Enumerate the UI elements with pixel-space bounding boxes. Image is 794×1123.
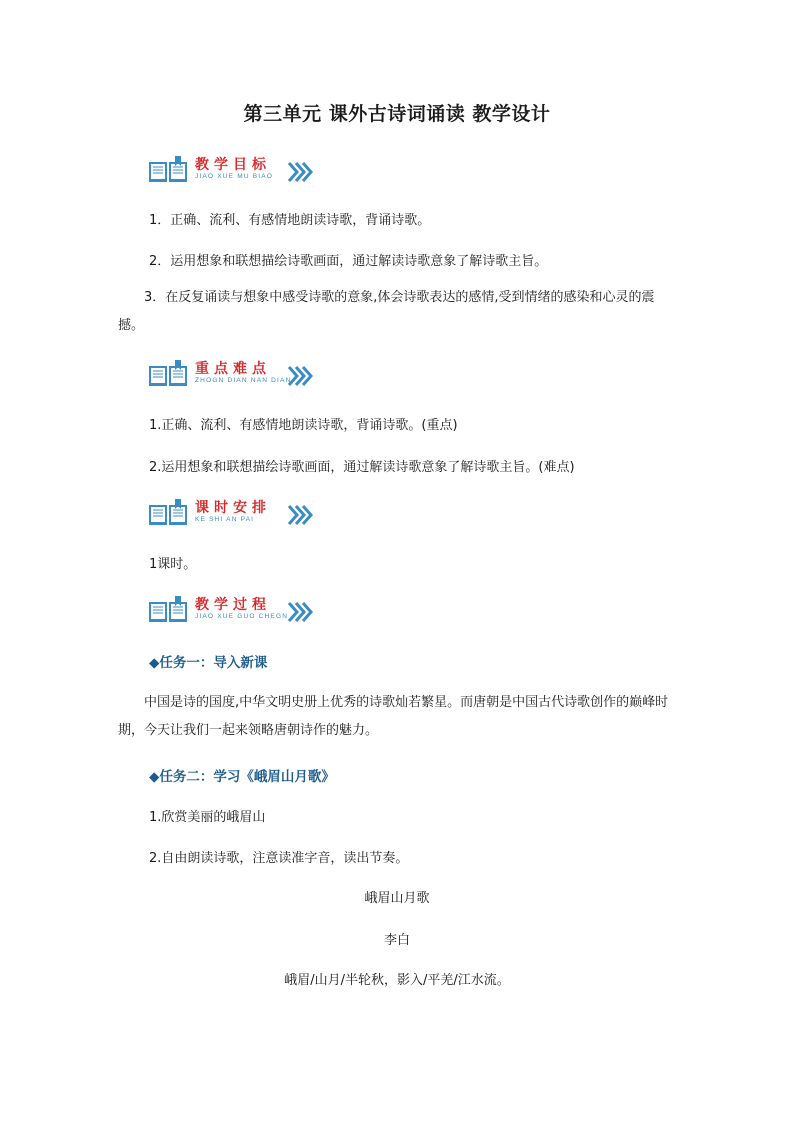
- poem-title: 峨眉山月歌: [364, 891, 430, 906]
- task-step: 2.自由朗读诗歌，注意读准字音，读出节奏。: [149, 851, 409, 866]
- double-chevron-icon: [287, 365, 313, 387]
- section-title-en: JIAO XUE GUO CHEGN: [195, 613, 289, 620]
- section-title-en: KE SHI AN PAI: [195, 516, 255, 523]
- section-title-en: ZHOGN DIAN NAN DIAN: [195, 377, 292, 384]
- section-title-cn: 课时安排: [195, 500, 271, 516]
- open-book-icon: [147, 596, 189, 624]
- task-step: 1.欣赏美丽的峨眉山: [149, 810, 266, 825]
- document-title: 第三单元 课外古诗词诵读 教学设计: [243, 103, 551, 125]
- section-header-keypoints: [147, 358, 317, 392]
- section-header-objectives: [147, 154, 317, 188]
- schedule-text: 1课时。: [149, 557, 197, 572]
- section-header-process: [147, 594, 317, 628]
- double-chevron-icon: [287, 601, 313, 623]
- objective-item: 1．正确、流利、有感情地朗读诗歌，背诵诗歌。: [149, 213, 431, 228]
- section-title-cn: 教学目标: [195, 157, 271, 173]
- task-paragraph: 中国是诗的国度,中华文明史册上优秀的诗歌灿若繁星。而唐朝是中国古代诗歌创作的巅峰时期，今天让我们一起来领略唐朝诗作的魅力。: [118, 695, 669, 738]
- objective-item: 2．运用想象和联想描绘诗歌画面，通过解读诗歌意象了解诗歌主旨。: [149, 254, 548, 269]
- poem-author: 李白: [383, 933, 410, 948]
- double-chevron-icon: [287, 161, 313, 183]
- task-heading: ◆任务二：学习《峨眉山月歌》: [149, 769, 335, 785]
- open-book-icon: [147, 499, 189, 527]
- section-title-cn: 教学过程: [195, 597, 271, 613]
- open-book-icon: [147, 156, 189, 184]
- objective-item: 3．在反复诵读与想象中感受诗歌的意象,体会诗歌表达的感情,受到情绪的感染和心灵的震撼。: [118, 290, 655, 333]
- section-header-schedule: [147, 497, 317, 531]
- section-title-en: JIAO XUE MU BIAO: [195, 173, 274, 180]
- task-heading: ◆任务一：导入新课: [149, 655, 268, 671]
- poem-line: 峨眉/山月/半轮秋，影入/平羌/江水流。: [284, 973, 510, 988]
- keypoint-item: 1.正确、流利、有感情地朗读诗歌，背诵诗歌。(重点): [149, 418, 458, 433]
- section-title-cn: 重点难点: [195, 361, 271, 377]
- keypoint-item: 2.运用想象和联想描绘诗歌画面，通过解读诗歌意象了解诗歌主旨。(难点): [149, 460, 575, 475]
- double-chevron-icon: [287, 504, 313, 526]
- open-book-icon: [147, 360, 189, 388]
